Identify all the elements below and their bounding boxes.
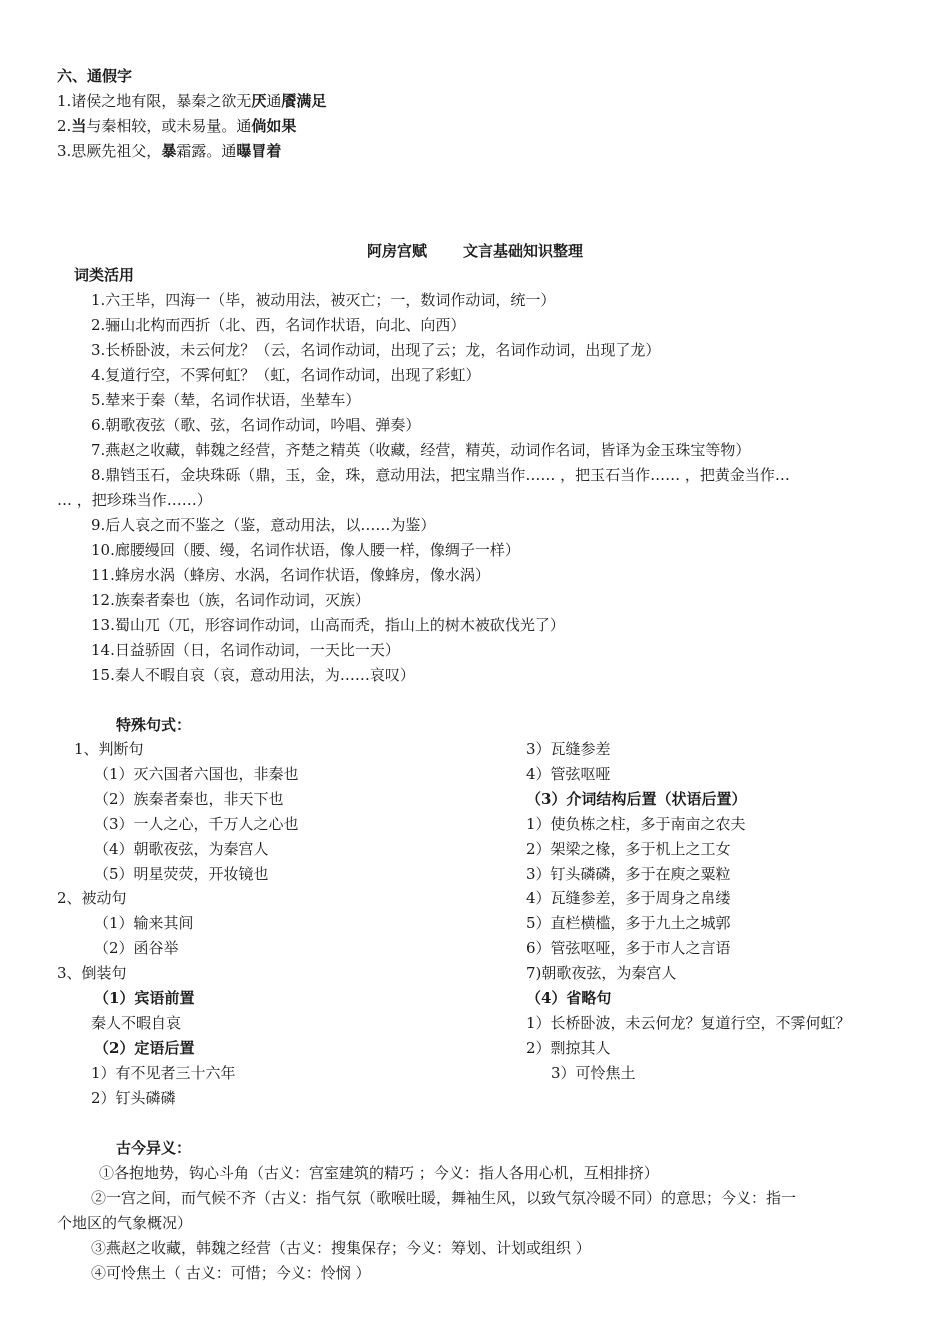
- tongjia-line-3: [57, 139, 281, 163]
- bold-char: 厌: [251, 92, 267, 110]
- cilei-item: 14.日益骄固（日，名词作动词，一天比一天）: [91, 641, 400, 659]
- dingyu-heading: （2）定语后置: [94, 1039, 195, 1057]
- cilei-heading: 词类活用: [74, 266, 135, 284]
- bold-text: 倘如果: [251, 117, 297, 135]
- cilei-item: 7.燕赵之收藏，韩魏之经营，齐楚之精英（收藏，经营，精英，动词作名词，皆译为金玉珠宝等物）: [91, 441, 751, 459]
- panduan-item: （1）灭六国者六国也，非秦也: [94, 765, 299, 783]
- bold-text: 餍满足: [281, 92, 327, 110]
- cilei-item: 6.朝歌夜弦（歌、弦，名词作动词，吟唱、弹奏）: [91, 416, 421, 434]
- shenglue-heading: （4）省略句: [526, 989, 612, 1007]
- dingyu-item-continued: 4）管弦呕哑: [526, 765, 611, 783]
- gujin-item: ①各抱地势，钩心斗角（古义：宫室建筑的精巧 ；今义：指人各用心机，互相排挤）: [99, 1164, 659, 1182]
- jieci-heading: （3）介词结构后置（状语后置）: [526, 790, 747, 808]
- panduan-item: （2）族秦者秦也，非天下也: [94, 790, 284, 808]
- panduan-heading: 1、判断句: [74, 740, 144, 758]
- beidong-item: （1）输来其间: [94, 914, 194, 932]
- daozhuang-heading: 3、倒装句: [57, 964, 127, 982]
- jieci-item: 5）直栏横槛，多于九土之城郭: [526, 914, 731, 932]
- cilei-item-continued: … ，把珍珠当作……）: [57, 491, 212, 509]
- gujin-item: ③燕赵之收藏，韩魏之经营（古义：搜集保存；今义：筹划、计划或组织 ）: [91, 1239, 591, 1257]
- jieci-item: 6）管弦呕哑，多于市人之言语: [526, 939, 731, 957]
- beidong-item: （2）函谷举: [94, 939, 179, 957]
- cilei-item: 1.六王毕，四海一（毕，被动用法，被灭亡；一，数词作动词，统一）: [91, 291, 556, 309]
- cilei-item: 5.辇来于秦（辇，名词作状语，坐辇车）: [91, 391, 361, 409]
- gujin-item-continued: 个地区的气象概况）: [57, 1214, 193, 1232]
- cilei-item: 13.蜀山兀（兀，形容词作动词，山高而秃，指山上的树木被砍伐光了）: [91, 616, 565, 634]
- bold-text: 曝冒着: [236, 142, 282, 160]
- cilei-item: 15.秦人不暇自哀（哀，意动用法，为……哀叹）: [91, 666, 415, 684]
- cilei-item: 10.廊腰缦回（腰、缦，名词作状语，像人腰一样，像绸子一样）: [91, 541, 520, 559]
- beidong-heading: 2、被动句: [57, 889, 127, 907]
- bold-char: 当: [71, 117, 87, 135]
- jieci-item: 7)朝歌夜弦，为秦宫人: [526, 964, 677, 982]
- cilei-item: 12.族秦者秦也（族，名词作动词，灭族）: [91, 591, 370, 609]
- panduan-item: （3）一人之心，千万人之心也: [94, 815, 299, 833]
- binyu-heading: （1）宾语前置: [94, 989, 195, 1007]
- cilei-item: 4.复道行空，不霁何虹？（虹，名词作动词，出现了彩虹）: [91, 366, 481, 384]
- dingyu-item-continued: 3）瓦缝参差: [526, 740, 611, 758]
- text: 1.诸侯之地有限，暴秦之欲无: [57, 92, 252, 110]
- gujin-heading: 古今异义：: [116, 1139, 192, 1157]
- text: 3.思厥先祖父，: [57, 142, 162, 160]
- jieci-item: 2）架梁之椽，多于机上之工女: [526, 840, 731, 858]
- gujin-item: ④可怜焦土（ 古义：可惜；今义：怜悯 ）: [91, 1264, 371, 1282]
- gujin-item: ②一宫之间，而气候不齐（古义：指气氛（歌喉吐暖，舞袖生风，以致气氛冷暖不同）的意思；今义：指一: [91, 1189, 797, 1207]
- section-6-heading: 六、通假字: [57, 67, 133, 85]
- cilei-item: 11.蜂房水涡（蜂房、水涡，名词作状语，像蜂房，像水涡）: [91, 566, 490, 584]
- text: 霜露。通: [176, 142, 237, 160]
- title-right: 文言基础知识整理: [463, 242, 584, 260]
- panduan-item: （5）明星荧荧，开妆镜也: [94, 865, 269, 883]
- cilei-item: 9.后人哀之而不鉴之（鉴，意动用法，以……为鉴）: [91, 516, 436, 534]
- bold-char: 暴: [161, 142, 177, 160]
- tongjia-line-2: [57, 114, 296, 138]
- text: 与秦相较，或未易量。通: [86, 117, 252, 135]
- dingyu-item: 2）钉头磷磷: [91, 1089, 176, 1107]
- title-left: 阿房宫赋: [366, 242, 427, 260]
- jieci-item: 1）使负栋之柱，多于南亩之农夫: [526, 815, 746, 833]
- cilei-item: 3.长桥卧波，未云何龙？（云，名词作动词，出现了云；龙，名词作动词，出现了龙）: [91, 341, 661, 359]
- panduan-item: （4）朝歌夜弦，为秦宫人: [94, 840, 269, 858]
- jieci-item: 3）钉头磷磷，多于在庾之粟粒: [526, 865, 731, 883]
- tongjia-line-1: [57, 89, 326, 113]
- binyu-item: 秦人不暇自哀: [91, 1014, 182, 1032]
- text: 2.: [57, 117, 72, 135]
- jieci-item: 4）瓦缝参差，多于周身之帛缕: [526, 889, 731, 907]
- teshu-heading: 特殊句式：: [116, 716, 192, 734]
- shenglue-item: 2）剽掠其人: [526, 1039, 611, 1057]
- dingyu-item: 1）有不见者三十六年: [91, 1064, 236, 1082]
- shenglue-item: 3）可怜焦土: [551, 1064, 636, 1082]
- shenglue-item: 1）长桥卧波，未云何龙？复道行空，不霁何虹？: [526, 1014, 851, 1032]
- cilei-item: 2.骊山北构而西折（北、西，名词作状语，向北、向西）: [91, 316, 466, 334]
- document-title: [0, 239, 950, 263]
- text: 通: [266, 92, 282, 110]
- cilei-item: 8.鼎铛玉石，金块珠砾（鼎，玉，金，珠，意动用法，把宝鼎当作…… ，把玉石当作…… ，把黄金当作…: [91, 466, 790, 484]
